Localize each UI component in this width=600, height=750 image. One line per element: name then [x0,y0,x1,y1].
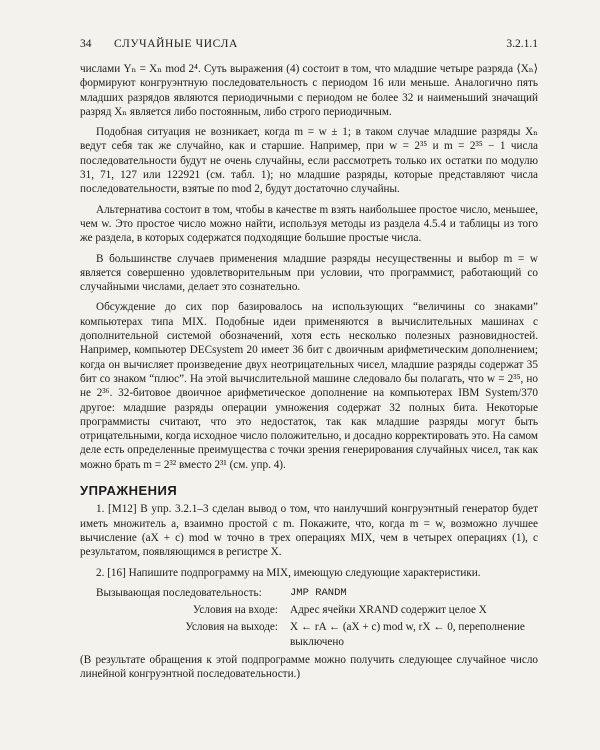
paragraph-3: Альтернатива состоит в том, чтобы в качестве m взять наибольшее простое число, меньшее, чем w. Это простое число можно найти, используя методы из раздела 4.5.4 и таблицы из того же раздела, в которых содержатся подходящие большие простые числа. [80,203,538,245]
spec-value: JMP RANDM [290,586,347,599]
spec-row-entry [96,603,538,617]
spec-row-calling [96,586,538,600]
page-body [80,62,538,688]
spec-label: Условия на выходе: [185,621,278,634]
running-header [80,38,538,54]
spec-table [96,586,538,649]
spec-value: X ← rA ← (aX + c) mod w, rX ← 0, переполнение выключено [290,621,525,648]
running-title: СЛУЧАЙНЫЕ ЧИСЛА [114,38,238,50]
paragraph-2: Подобная ситуация не возникает, когда m = w ± 1; в таком случае младшие разряды Xₙ ведут себя так же случайно, как и старшие. Например, при w = 2³⁵ и m = 2³⁵ − 1 числа последовательности будут не очень случайны, если рассмотреть только их остатки по модулю 31, 71, 127 или 122921 (см. табл. 1); но младшие разряды, которые представляют числа последовательности, взятые по mod 2, будут достаточно случайны. [80,126,538,196]
paragraph-4: В большинстве случаев применения младшие разряды несущественны и выбор m = w является совершенно удовлетворительным при условии, что программист, работающий со случайными числами, делает это сознательно. [80,252,538,294]
exercises-heading: УПРАЖНЕНИЯ [80,483,178,499]
exercise-1: 1. [M12] В упр. 3.2.1–3 сделан вывод о том, что наилучший конгруэнтный генератор будет иметь множитель a, взаимно простой с m. Покажите, что, когда m = w, возможно лучшее вычисление (aX + c) mod w точно в трех операциях MIX, чем в четырех операциях (1), с результатом, появляющимся в регистре X. [80,503,538,559]
spec-value: Адрес ячейки XRAND содержит целое X [290,604,487,617]
spec-label: Вызывающая последовательность: [96,586,262,599]
closing-note: (В результате обращения к этой подпрограмме можно получить следующее случайное число линейной конгруэнтной последовательности.) [80,653,538,681]
paragraph-1: числами Yₙ = Xₙ mod 2⁴. Суть выражения (4) состоит в том, что младшие четыре разряда ⟨Xₙ⟩ формируют конгруэнтную последовательность с периодом 16 или меньше. Аналогично пять младших разрядов являются периодичными с периодом не более 32 и наименьший значащий разряд Xₙ является либо постоянным, либо строго периодичным. [80,63,538,118]
spec-row-exit [96,620,538,649]
page-number: 34 [80,38,92,50]
spec-label: Условия на входе: [192,604,278,617]
exercise-2: 2. [16] Напишите подпрограмму на MIX, имеющую следующие характеристики. [96,566,481,579]
paragraph-5: Обсуждение до сих пор базировалось на использующих “величины со знаками” компьютерах типа MIX. Подобные идеи применяются в вычислительных машинах с дополнительной системой обозначений, хотя есть несколько полезных разновидностей. Например, компьютер DECsystem 20 имеет 36 бит с двоичным арифметическим дополнением; когда он вычисляет произведение двух неотрицательных чисел, младшие разряды содержат 35 бит со знаком “плюс”. На этой вычислительной машине следовало бы полагать, что w = 2³⁵, но не 2³⁶. 32-битовое двоичное арифметическое дополнение на компьютерах IBM System/370 другое: младшие разряды операции умножения содержат 32 полных бита. Некоторые программисты считают, что это недостаток, так как младшие разряды могут быть отрицательными, когда исходное число положительно, и досадно корректировать это. На самом деле есть определенные преимущества с точки зрения генерирования случайных чисел, так как можно брать m = 2³² вместо 2³¹ (см. упр. 4). [80,301,538,471]
section-number: 3.2.1.1 [506,38,538,50]
